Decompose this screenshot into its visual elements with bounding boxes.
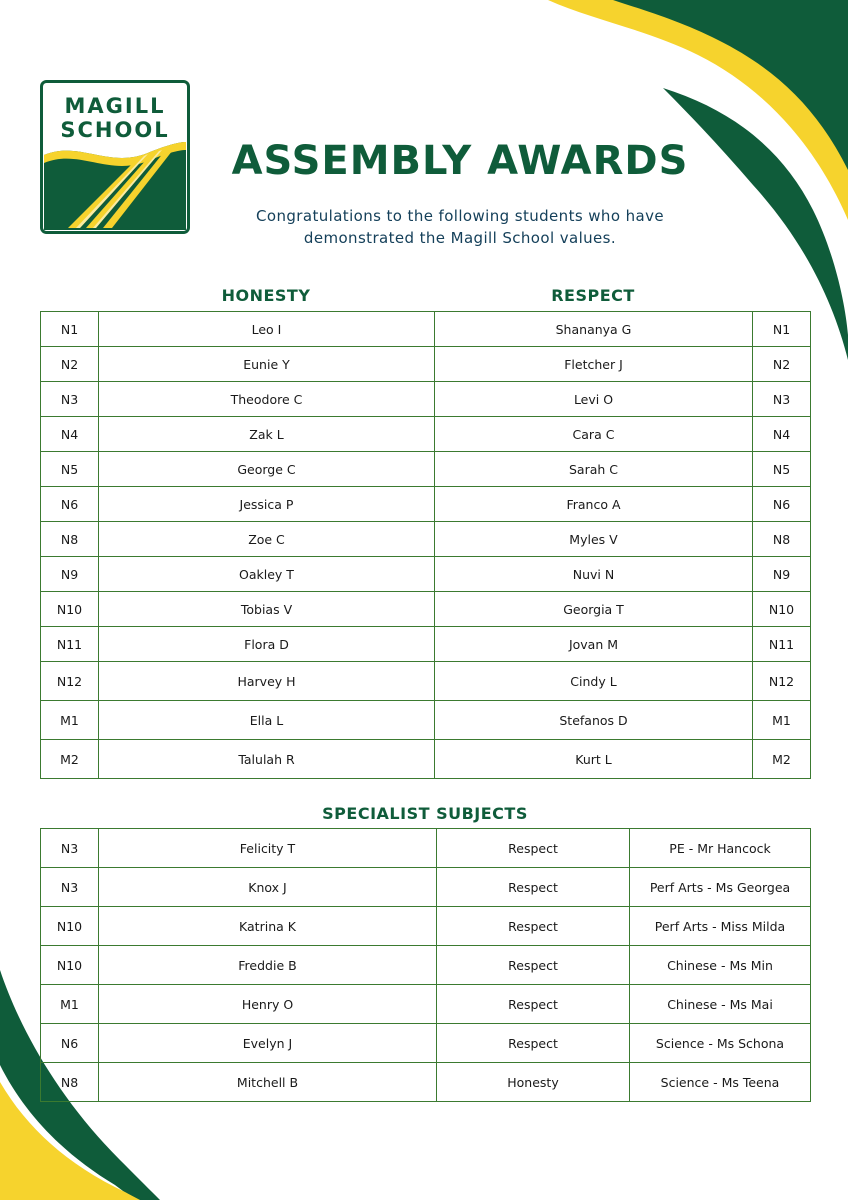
class-left-cell: N8 — [41, 522, 99, 557]
class-left-cell: M1 — [41, 701, 99, 740]
respect-student-cell: Kurt L — [435, 740, 753, 779]
respect-student-cell: Georgia T — [435, 592, 753, 627]
respect-student-cell: Franco A — [435, 487, 753, 522]
class-right-cell: N4 — [753, 417, 811, 452]
class-left-cell: N9 — [41, 557, 99, 592]
class-left-cell: N2 — [41, 347, 99, 382]
student-cell: Knox J — [99, 868, 437, 907]
respect-student-cell: Jovan M — [435, 627, 753, 662]
student-cell: Henry O — [99, 985, 437, 1024]
value-cell: Respect — [437, 907, 630, 946]
class-left-cell: M2 — [41, 740, 99, 779]
class-cell: N6 — [41, 1024, 99, 1063]
value-cell: Respect — [437, 946, 630, 985]
award-row — [41, 662, 811, 701]
class-right-cell: N12 — [753, 662, 811, 701]
class-left-cell: N1 — [41, 312, 99, 347]
value-cell: Respect — [437, 1024, 630, 1063]
subject-teacher-cell: PE - Mr Hancock — [630, 829, 811, 868]
class-right-cell: N3 — [753, 382, 811, 417]
specialist-row — [41, 1024, 811, 1063]
award-row — [41, 592, 811, 627]
class-left-cell: N5 — [41, 452, 99, 487]
class-right-cell: M1 — [753, 701, 811, 740]
specialist-row — [41, 1063, 811, 1102]
specialist-row — [41, 829, 811, 868]
honesty-student-cell: Flora D — [99, 627, 435, 662]
award-row — [41, 627, 811, 662]
respect-header: RESPECT — [551, 286, 635, 305]
respect-student-cell: Levi O — [435, 382, 753, 417]
class-left-cell: N3 — [41, 382, 99, 417]
logo-line-2: SCHOOL — [60, 118, 170, 142]
respect-student-cell: Shananya G — [435, 312, 753, 347]
honesty-student-cell: Theodore C — [99, 382, 435, 417]
specialist-row — [41, 946, 811, 985]
specialist-subjects-header: SPECIALIST SUBJECTS — [322, 804, 528, 823]
class-cell: N3 — [41, 868, 99, 907]
value-cell: Respect — [437, 829, 630, 868]
class-right-cell: N5 — [753, 452, 811, 487]
class-right-cell: M2 — [753, 740, 811, 779]
page-title: ASSEMBLY AWARDS — [231, 138, 689, 184]
class-right-cell: N10 — [753, 592, 811, 627]
class-right-cell: N1 — [753, 312, 811, 347]
award-row — [41, 417, 811, 452]
class-cell: M1 — [41, 985, 99, 1024]
respect-student-cell: Nuvi N — [435, 557, 753, 592]
class-left-cell: N10 — [41, 592, 99, 627]
student-cell: Katrina K — [99, 907, 437, 946]
value-cell: Respect — [437, 868, 630, 907]
awards-table — [40, 311, 811, 779]
subject-teacher-cell: Perf Arts - Miss Milda — [630, 907, 811, 946]
student-cell: Evelyn J — [99, 1024, 437, 1063]
award-row — [41, 487, 811, 522]
class-cell: N10 — [41, 907, 99, 946]
respect-student-cell: Cara C — [435, 417, 753, 452]
honesty-student-cell: Eunie Y — [99, 347, 435, 382]
subject-teacher-cell: Chinese - Ms Mai — [630, 985, 811, 1024]
honesty-student-cell: Jessica P — [99, 487, 435, 522]
honesty-student-cell: Oakley T — [99, 557, 435, 592]
honesty-student-cell: Talulah R — [99, 740, 435, 779]
student-cell: Felicity T — [99, 829, 437, 868]
honesty-student-cell: Leo I — [99, 312, 435, 347]
class-cell: N8 — [41, 1063, 99, 1102]
value-cell: Honesty — [437, 1063, 630, 1102]
value-cell: Respect — [437, 985, 630, 1024]
class-left-cell: N12 — [41, 662, 99, 701]
class-right-cell: N9 — [753, 557, 811, 592]
honesty-student-cell: Zoe C — [99, 522, 435, 557]
class-cell: N10 — [41, 946, 99, 985]
page-subtitle — [200, 205, 720, 249]
subtitle-line-1: Congratulations to the following students who have — [256, 207, 664, 225]
class-right-cell: N6 — [753, 487, 811, 522]
logo-line-1: MAGILL — [64, 94, 166, 118]
award-row — [41, 557, 811, 592]
honesty-header: HONESTY — [221, 286, 311, 305]
award-row — [41, 312, 811, 347]
class-cell: N3 — [41, 829, 99, 868]
award-row — [41, 382, 811, 417]
award-row — [41, 740, 811, 779]
subject-teacher-cell: Science - Ms Schona — [630, 1024, 811, 1063]
specialist-row — [41, 868, 811, 907]
respect-student-cell: Sarah C — [435, 452, 753, 487]
honesty-student-cell: George C — [99, 452, 435, 487]
specialist-row — [41, 985, 811, 1024]
magill-school-logo — [40, 80, 190, 234]
subject-teacher-cell: Science - Ms Teena — [630, 1063, 811, 1102]
award-row — [41, 522, 811, 557]
award-row — [41, 452, 811, 487]
specialist-row — [41, 907, 811, 946]
respect-student-cell: Fletcher J — [435, 347, 753, 382]
respect-student-cell: Stefanos D — [435, 701, 753, 740]
award-row — [41, 347, 811, 382]
honesty-student-cell: Tobias V — [99, 592, 435, 627]
respect-student-cell: Myles V — [435, 522, 753, 557]
subject-teacher-cell: Perf Arts - Ms Georgea — [630, 868, 811, 907]
class-left-cell: N6 — [41, 487, 99, 522]
class-right-cell: N11 — [753, 627, 811, 662]
honesty-student-cell: Zak L — [99, 417, 435, 452]
subtitle-line-2: demonstrated the Magill School values. — [303, 229, 617, 247]
specialist-subjects-table — [40, 828, 811, 1102]
student-cell: Freddie B — [99, 946, 437, 985]
class-right-cell: N8 — [753, 522, 811, 557]
award-row — [41, 701, 811, 740]
class-right-cell: N2 — [753, 347, 811, 382]
class-left-cell: N11 — [41, 627, 99, 662]
subject-teacher-cell: Chinese - Ms Min — [630, 946, 811, 985]
honesty-student-cell: Harvey H — [99, 662, 435, 701]
class-left-cell: N4 — [41, 417, 99, 452]
honesty-student-cell: Ella L — [99, 701, 435, 740]
student-cell: Mitchell B — [99, 1063, 437, 1102]
respect-student-cell: Cindy L — [435, 662, 753, 701]
